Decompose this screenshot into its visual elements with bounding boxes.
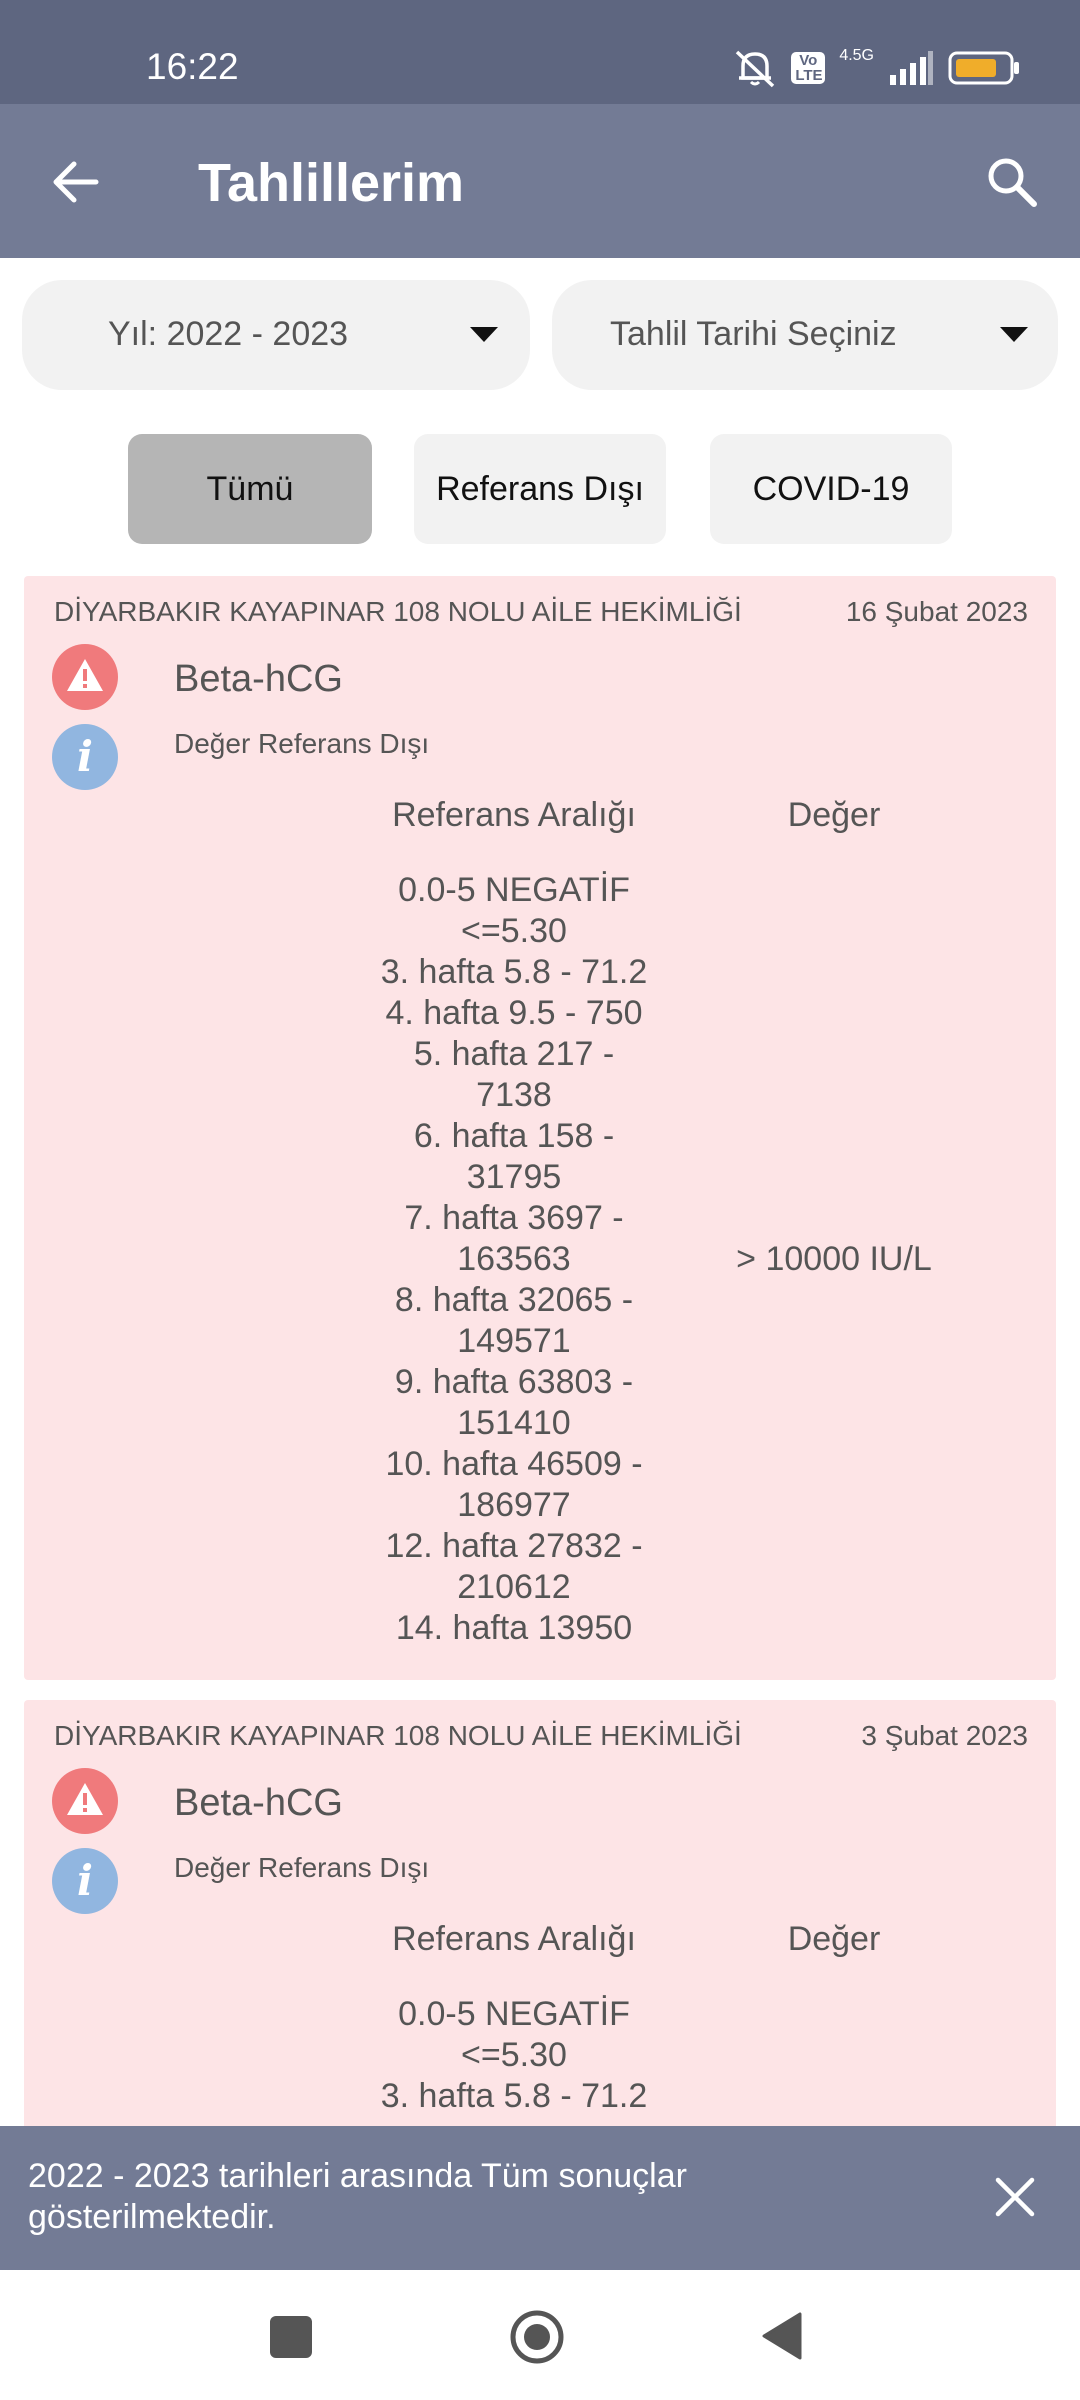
result-date: 3 Şubat 2023 [861, 1720, 1028, 1751]
lab-name: DİYARBAKIR KAYAPINAR 108 NOLU AİLE HEKİMLİĞİ [54, 1720, 742, 1751]
reference-line: 8. hafta 32065 - [394, 1281, 634, 1319]
reference-line: 0.0-5 NEGATİF [398, 1995, 630, 2033]
snackbar [0, 2126, 1080, 2270]
warning-icon [52, 1768, 118, 1834]
filter-chip-out-of-range[interactable]: Referans Dışı [414, 434, 666, 544]
mute-icon [733, 48, 777, 88]
test-name: Beta-hCG [174, 658, 343, 700]
status-icons [733, 48, 1020, 88]
reference-line: 7138 [476, 1076, 552, 1114]
chevron-down-icon [470, 327, 498, 342]
test-name: Beta-hCG [174, 1782, 343, 1824]
reference-line: 149571 [457, 1322, 571, 1360]
reference-line: 10. hafta 46509 - [385, 1445, 643, 1483]
reference-line: <=5.30 [461, 912, 567, 950]
reference-line: 3. hafta 5.8 - 71.2 [380, 953, 648, 991]
chevron-down-icon [1000, 327, 1028, 342]
triangle-back-icon [760, 2310, 804, 2362]
filter-chip-all[interactable]: Tümü [128, 434, 372, 544]
reference-range-list [324, 1994, 704, 2117]
reference-line: 9. hafta 63803 - [394, 1363, 634, 1401]
reference-line: 0.0-5 NEGATİF [398, 871, 630, 909]
result-card[interactable] [24, 1700, 1056, 2160]
reference-range-header: Referans Aralığı [392, 1920, 636, 1958]
battery-icon [948, 51, 1020, 85]
network-type: 4.5G [839, 47, 874, 64]
reference-line: 210612 [457, 1568, 571, 1606]
system-nav-bar [0, 2270, 1080, 2400]
reference-line: 31795 [466, 1158, 562, 1196]
app-bar [0, 104, 1080, 258]
recents-button[interactable] [270, 2316, 312, 2358]
reference-line: 3. hafta 5.8 - 71.2 [380, 2077, 648, 2115]
reference-line: 151410 [457, 1404, 571, 1442]
reference-line: 163563 [457, 1240, 571, 1278]
close-icon [990, 2172, 1040, 2222]
warning-icon [52, 644, 118, 710]
reference-line: 12. hafta 27832 - [385, 1527, 643, 1565]
home-button[interactable] [508, 2308, 566, 2366]
reference-line: 186977 [457, 1486, 571, 1524]
reference-line: 5. hafta 217 - [413, 1035, 615, 1073]
volte-icon: Vo LTE [791, 52, 825, 84]
filter-chip-covid[interactable]: COVID-19 [710, 434, 952, 544]
reference-range-list [324, 870, 704, 1649]
lab-name: DİYARBAKIR KAYAPINAR 108 NOLU AİLE HEKİMLİĞİ [54, 596, 742, 627]
result-status: Değer Referans Dışı [174, 728, 430, 759]
snackbar-close-button[interactable] [990, 2172, 1040, 2222]
back-button[interactable] [48, 154, 104, 210]
search-icon [984, 154, 1040, 210]
page-title: Tahlillerim [198, 153, 465, 213]
system-back-button[interactable] [760, 2310, 804, 2362]
result-card[interactable] [24, 576, 1056, 1680]
info-icon: i [52, 1848, 118, 1914]
reference-range-header: Referans Aralığı [392, 796, 636, 834]
test-date-dropdown-label: Tahlil Tarihi Seçiniz [610, 315, 897, 353]
value-header: Değer [787, 796, 881, 834]
status-bar [0, 0, 1080, 104]
reference-line: 6. hafta 158 - [413, 1117, 615, 1155]
search-button[interactable] [984, 154, 1040, 210]
test-date-dropdown[interactable] [552, 280, 1058, 390]
info-icon: i [52, 724, 118, 790]
result-value: > 10000 IU/L [736, 1240, 932, 1278]
year-dropdown[interactable] [22, 280, 530, 390]
status-time: 16:22 [146, 46, 239, 87]
result-date: 16 Şubat 2023 [845, 596, 1028, 627]
snackbar-message: 2022 - 2023 tarihleri arasında Tüm sonuçlar gösterilmektedir. [28, 2157, 687, 2236]
reference-line: 4. hafta 9.5 - 750 [385, 994, 643, 1032]
home-icon [508, 2308, 566, 2366]
reference-line: 7. hafta 3697 - [404, 1199, 624, 1237]
value-header: Değer [787, 1920, 881, 1958]
result-status: Değer Referans Dışı [174, 1852, 430, 1883]
reference-line: 14. hafta 13950 [395, 1609, 633, 1647]
year-dropdown-label: Yıl: 2022 - 2023 [108, 315, 349, 353]
signal-icon [888, 51, 934, 85]
reference-line: <=5.30 [461, 2036, 567, 2074]
arrow-left-icon [48, 154, 104, 210]
